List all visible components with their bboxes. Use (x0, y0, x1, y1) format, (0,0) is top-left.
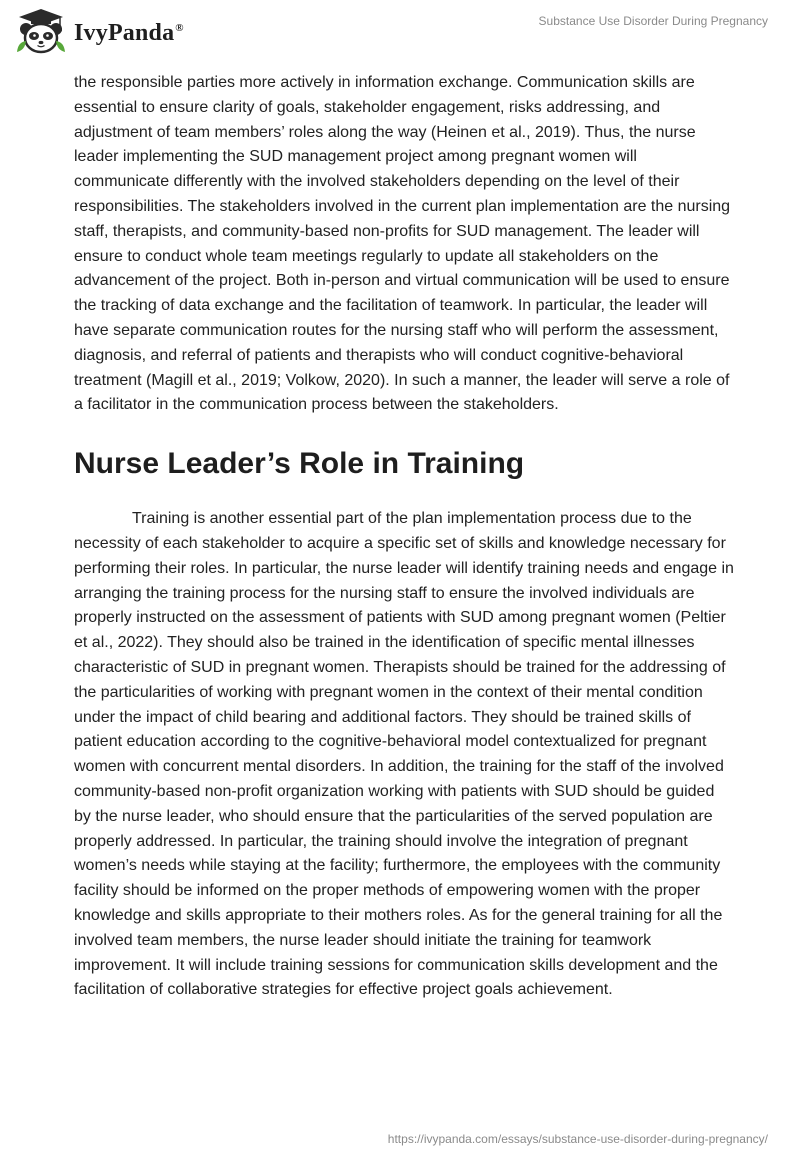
ivypanda-logo[interactable] (14, 8, 189, 54)
document-title: Substance Use Disorder During Pregnancy (538, 14, 768, 28)
registered-mark: ® (175, 22, 184, 34)
section-heading: Nurse Leader’s Role in Training (74, 447, 525, 481)
brand-name-text: IvyPanda (74, 20, 175, 46)
essay-body (74, 71, 734, 1003)
paragraph-training: Training is another essential part of the plan implementation process due to the necessity of each stakeholder to acquire a specific set of skills and knowledge necessary for performing their roles. In particular, the nurse leader will identify training needs and engage in arranging the training process for the nursing staff to ensure the involved individuals are properly instructed on the assessment of patients with SUD among pregnant women (Peltier et al., 2022). They should also be trained in the identification of specific mental illnesses characteristic of SUD in pregnant women. Therapists should be trained for the addressing of the particularities of working with pregnant women in the context of their mental condition under the impact of child bearing and additional factors. They should be trained skills of patient education according to the cognitive-behavioral model contextualized for pregnant women with concurrent mental disorders. In addition, the training for the staff of the involved community-based non-profit organization working with patients with SUD should be guided by the nurse leader, who should ensure that the particularities of the served population are properly addressed. In particular, the training should involve the integration of pregnant women’s needs while staying at the facility; furthermore, the employees with the community facility should be informed on the proper methods of empowering women with the proper knowledge and skills appropriate to their mothers roles. As for the general training for all the involved team members, the nurse leader should initiate the training for teamwork improvement. It will include training sessions for communication skills development and the facilitation of collaborative strategies for effective project goals achievement. (74, 510, 734, 999)
paragraph-communication: the responsible parties more actively in information exchange. Communication skills are essential to ensure clarity of goals, stakeholder engagement, risks addressing, and adjustment of team members’ roles along the way (Heinen et al., 2019). Thus, the nurse leader implementing the SUD management project among pregnant women will communicate differently with the involved stakeholders depending on the level of their responsibilities. The stakeholders involved in the current plan implementation are the nursing staff, therapists, and community-based non-profits for SUD management. The leader will ensure to conduct whole team meetings regularly to update all stakeholders on the advancement of the project. Both in-person and virtual communication will be used to ensure the tracking of data exchange and the facilitation of teamwork. In particular, the leader will have separate communication routes for the nursing staff who will perform the assessment, diagnosis, and referral of patients and therapists who will conduct cognitive-behavioral treatment (Magill et al., 2019; Volkow, 2020). In such a manner, the leader will serve a role of a facilitator in the communication process between the stakeholders. (74, 74, 731, 414)
page-header (0, 0, 800, 60)
source-url[interactable]: https://ivypanda.com/essays/substance-use-disorder-during-pregnancy/ (387, 1132, 768, 1146)
panda-graduate-icon (14, 8, 68, 54)
brand-name (74, 20, 184, 47)
